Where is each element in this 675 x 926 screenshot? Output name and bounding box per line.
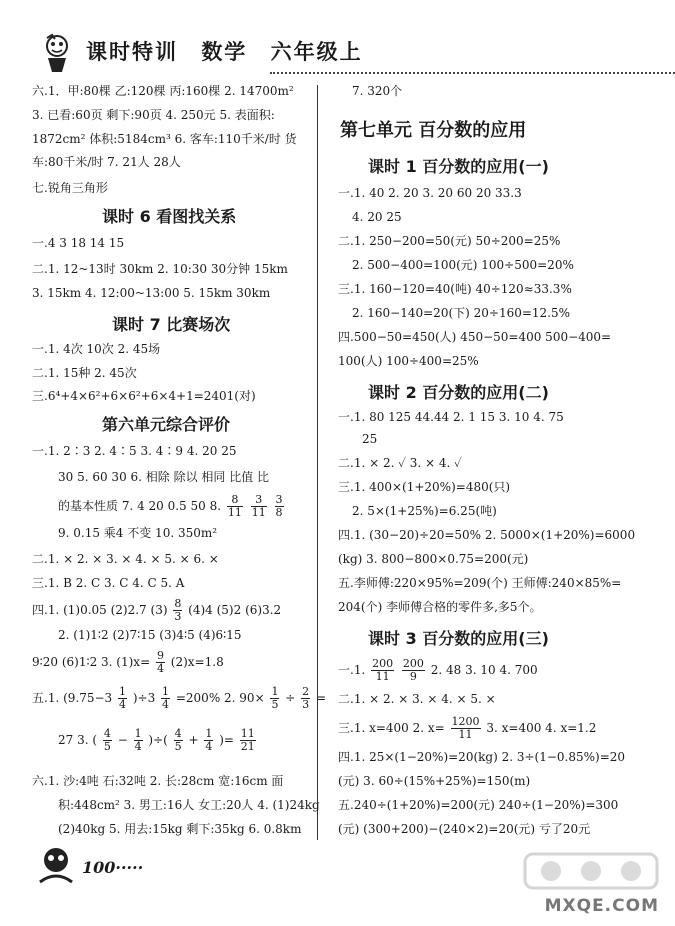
answer-line: 积:448cm² 3. 男工:16人 女工:20人 4. (1)24kg [58, 798, 320, 812]
answer-line: (kg) 3. 800−800×0.75=200(元) [338, 552, 529, 566]
answer-line: 六.1. 沙:4吨 石:32吨 2. 长:28cm 宽:16cm 面 [32, 774, 284, 788]
answer-line: 7. 320个 [352, 84, 403, 98]
book-grade: 六年级上 [270, 40, 363, 64]
fraction: $\frac{3}{11}$ [251, 493, 266, 519]
answer-line: 二.1. × 2. × 3. × 4. × 5. × [338, 692, 496, 706]
section-heading: 课时 1 百分数的应用(一) [368, 157, 549, 176]
fraction: $\frac{1}{4}$ [205, 727, 213, 753]
section-heading: 课时 3 百分数的应用(三) [368, 629, 549, 648]
answer-line [58, 728, 258, 753]
page-number-value: 100 [82, 858, 116, 877]
mascot-icon [40, 32, 74, 74]
section-heading: 课时 2 百分数的应用(二) [368, 383, 549, 402]
answer-text: + [188, 733, 199, 747]
fraction: $\frac{1}{4}$ [162, 685, 170, 711]
fraction: $\frac{8}{3}$ [174, 597, 182, 623]
answer-line [58, 494, 286, 519]
answer-line: (2)40kg 5. 用去:15kg 剩下:35kg 6. 0.8km [58, 822, 302, 836]
answer-line: 二.1. 15种 2. 45次 [32, 366, 137, 380]
answer-line: 一.1. 2∶3 2. 4∶5 3. 4∶9 4. 20 25 [32, 444, 237, 458]
answer-text: (2)x=1.8 [170, 655, 224, 669]
answer-line: 二.1. 250−200=50(元) 50÷200=25% [338, 234, 561, 248]
mascot-icon [34, 842, 78, 886]
fraction: $\frac{1}{5}$ [271, 685, 279, 711]
unit-heading: 第七单元 百分数的应用 [340, 120, 527, 141]
answer-line: 204(个) 李师傅合格的零件多,多5个。 [338, 600, 542, 614]
answer-line [32, 598, 281, 623]
answer-line: 七.锐角三角形 [32, 181, 108, 195]
answer-text: = [316, 691, 327, 705]
answer-line: 3. 15km 4. 12:00~13:00 5. 15km 30km [32, 286, 271, 300]
answer-line [32, 686, 326, 711]
answer-line: 2. 500−400=100(元) 100÷500=20% [352, 258, 574, 272]
book-title [86, 36, 377, 66]
answer-line [338, 716, 596, 741]
fraction: $\frac{8}{11}$ [227, 493, 242, 519]
answer-line: 一.1. 4次 10次 2. 45场 [32, 342, 161, 356]
answer-text: =200% 2. 90× [175, 691, 265, 705]
fraction: $\frac{4}{5}$ [174, 727, 182, 753]
answer-line: 三.1. 400×(1+20%)=480(只) [338, 480, 511, 494]
fraction: $\frac{11}{21}$ [240, 727, 255, 753]
answer-line: 二.1. × 2. ✓ 3. × 4. ✓ [338, 456, 462, 470]
answer-line: 六.1．甲:80棵 乙:120棵 丙:160棵 2. 14700m² [32, 84, 294, 98]
answer-text: )= [219, 733, 234, 747]
answer-line: 9. 0.15 乘4 不变 10. 350m² [58, 526, 218, 540]
fraction: $\frac{3}{8}$ [275, 493, 283, 519]
answer-text: )÷3 [132, 691, 156, 705]
fraction: $\frac{2}{3}$ [302, 685, 310, 711]
section-heading: 课时 7 比赛场次 [112, 315, 231, 334]
answer-text: 2. 48 3. 10 4. 700 [430, 663, 538, 677]
fraction: $\frac{1200}{11}$ [451, 715, 480, 741]
answer-line: 一.1. 40 2. 20 3. 20 60 20 33.3 [338, 186, 522, 200]
answer-text: 一.1. [338, 663, 366, 677]
book-series: 课时特训 [86, 40, 178, 64]
fraction: $\frac{200}{11}$ [372, 657, 394, 683]
answer-text: 3. x=400 4. x=1.2 [486, 721, 597, 735]
answer-line: 三.6⁴+4×6²+6×6²+6×4+1=2401(对) [32, 389, 256, 403]
answer-text: 9∶20 (6)1∶2 3. (1)x= [32, 655, 151, 669]
answer-line: 二.1. 12~13时 30km 2. 10:30 30分钟 15km [32, 262, 288, 276]
page-header [30, 26, 650, 78]
fraction: $\frac{4}{5}$ [103, 727, 111, 753]
fraction: $\frac{1}{4}$ [134, 727, 142, 753]
fraction: $\frac{9}{4}$ [156, 649, 164, 675]
answer-text: 27 3. ( [58, 733, 98, 747]
answer-line: 五.240÷(1+20%)=200(元) 240÷(1−20%)=300 [338, 798, 619, 812]
answer-text: (4)4 (5)2 (6)3.2 [188, 603, 282, 617]
answer-line: 30 5. 60 30 6. 相除 除以 相同 比值 比 [58, 470, 270, 484]
answer-line: 2. (1)1∶2 (2)7∶15 (3)4∶5 (4)6∶15 [58, 628, 242, 642]
answer-text: ÷ [285, 691, 296, 705]
page-number [82, 858, 143, 877]
answer-line: 25 [362, 432, 378, 446]
fraction: $\frac{200}{9}$ [402, 657, 424, 683]
answer-line: 100(人) 100÷400=25% [338, 354, 479, 368]
answer-text: 的基本性质 7. 4 20 0.5 50 8. [58, 499, 222, 513]
answer-text: 四.1. (1)0.05 (2)2.7 (3) [32, 603, 168, 617]
answer-line: 车:80千米/时 7. 21人 28人 [32, 155, 181, 169]
answer-line: 3. 已看:60页 剩下:90页 4. 250元 5. 表面积: [32, 108, 275, 122]
answer-line: 四.1. (30−20)÷20=50% 2. 5000×(1+20%)=6000 [338, 528, 636, 542]
answer-text: 五.1. (9.75−3 [32, 691, 113, 705]
answer-line: 四.500−50=450(人) 450−50=400 500−400= [338, 330, 612, 344]
answer-text: )÷( [148, 733, 168, 747]
watermark-text: MXQE.COM [544, 896, 659, 916]
answer-line: 五.李师傅:220×95%=209(个) 王师傅:240×85%= [338, 576, 622, 590]
answer-line: 三.1. B 2. C 3. C 4. C 5. A [32, 576, 185, 590]
answer-line: 2. 5×(1+25%)=6.25(吨) [352, 504, 497, 518]
answer-line [32, 650, 224, 675]
answer-line: (元) 3. 60÷(15%+25%)=150(m) [338, 774, 531, 788]
fraction: $\frac{1}{4}$ [119, 685, 126, 711]
page-number-dots: ····· [115, 858, 144, 877]
answer-line: 二.1. × 2. × 3. × 4. × 5. × 6. × [32, 552, 219, 566]
answer-line: 2. 160−140=20(下) 20÷160=12.5% [352, 306, 571, 320]
answer-line: 1872cm² 体积:5184cm³ 6. 客车:110千米/时 货 [32, 132, 297, 146]
answer-line: (元) (300+200)−(240×2)=20(元) 亏了20元 [338, 822, 591, 836]
answer-text: − [117, 733, 128, 747]
column-divider [317, 85, 318, 840]
answer-line: 三.1. 160−120=40(吨) 40÷120≈33.3% [338, 282, 572, 296]
book-subject: 数学 [201, 40, 248, 64]
answer-line: 四.1. 25×(1−20%)=20(kg) 2. 3÷(1−0.85%)=20 [338, 750, 626, 764]
section-heading: 第六单元综合评价 [102, 415, 231, 434]
answer-line: 一.4 3 18 14 15 [32, 236, 125, 250]
answer-line: 一.1. 80 125 44.44 2. 1 15 3. 10 4. 75 [338, 410, 564, 424]
answer-line: 4. 20 25 [352, 210, 402, 224]
section-heading: 课时 6 看图找关系 [102, 207, 237, 226]
answer-line [338, 658, 538, 683]
answer-text: 三.1. x=400 2. x= [338, 721, 445, 735]
header-dotted-rule [270, 72, 675, 74]
